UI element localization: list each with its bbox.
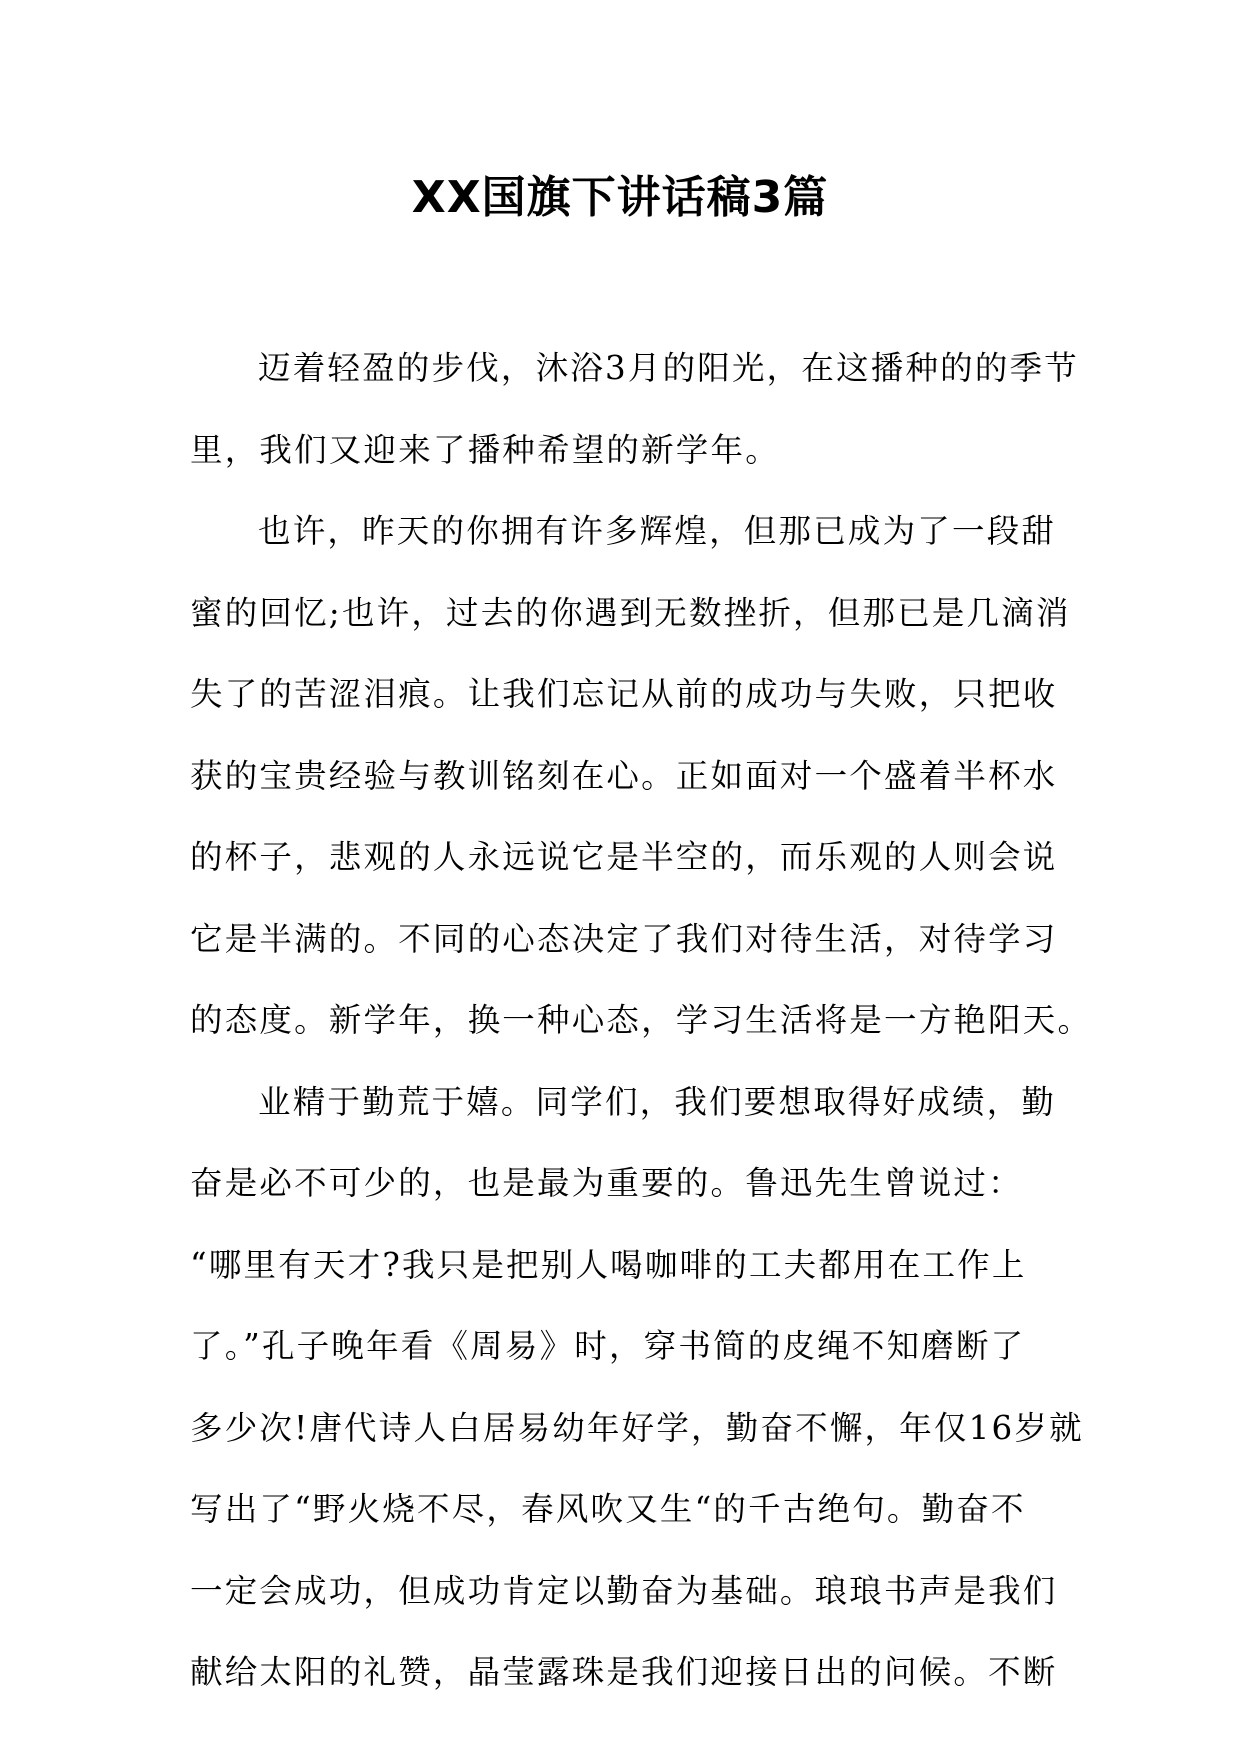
text-line: 里，我们又迎来了播种希望的新学年。 bbox=[190, 430, 780, 469]
text-line: 业精于勤荒于嬉。同学们，我们要想取得好成绩，勤 bbox=[258, 1082, 1057, 1121]
text-line: 的杯子，悲观的人永远说它是半空的，而乐观的人则会说 bbox=[190, 838, 1058, 876]
document-body bbox=[190, 338, 1093, 1724]
text-line: 献给太阳的礼赞，晶莹露珠是我们迎接日出的问候。不断 bbox=[190, 1653, 1058, 1691]
text-line: 蜜的回忆;也许，过去的你遇到无数挫折，但那已是几滴消 bbox=[190, 593, 1071, 632]
text-line: 一定会成功，但成功肯定以勤奋为基础。琅琅书声是我们 bbox=[190, 1571, 1058, 1610]
text-line: 写出了“野火烧不尽，春风吹又生“的千古绝句。勤奋不 bbox=[190, 1490, 1026, 1528]
text-line: 失了的苦涩泪痕。让我们忘记从前的成功与失败，只把收 bbox=[190, 675, 1058, 713]
text-line: 获的宝贵经验与教训铭刻在心。正如面对一个盛着半杯水 bbox=[190, 756, 1058, 795]
text-line: 的态度。新学年，换一种心态，学习生活将是一方艳阳天。 bbox=[190, 1001, 1093, 1039]
text-line: 迈着轻盈的步伐，沐浴3月的阳光，在这播种的的季节 bbox=[258, 349, 1079, 387]
text-line: 多少次!唐代诗人白居易幼年好学，勤奋不懈，年仅16岁就 bbox=[190, 1408, 1084, 1447]
text-line: 奋是必不可少的，也是最为重要的。鲁迅先生曾说过： bbox=[190, 1164, 1023, 1202]
text-line: 也许，昨天的你拥有许多辉煌，但那已成为了一段甜 bbox=[258, 512, 1057, 550]
text-line: 它是半满的。不同的心态决定了我们对待生活，对待学习 bbox=[190, 919, 1058, 958]
text-line: 了。”孔子晚年看《周易》时，穿书简的皮绳不知磨断了 bbox=[190, 1327, 1026, 1365]
text-line: “哪里有天才?我只是把别人喝咖啡的工夫都用在工作上 bbox=[190, 1245, 1027, 1284]
document-title: XX国旗下讲话稿3篇 bbox=[411, 172, 829, 223]
